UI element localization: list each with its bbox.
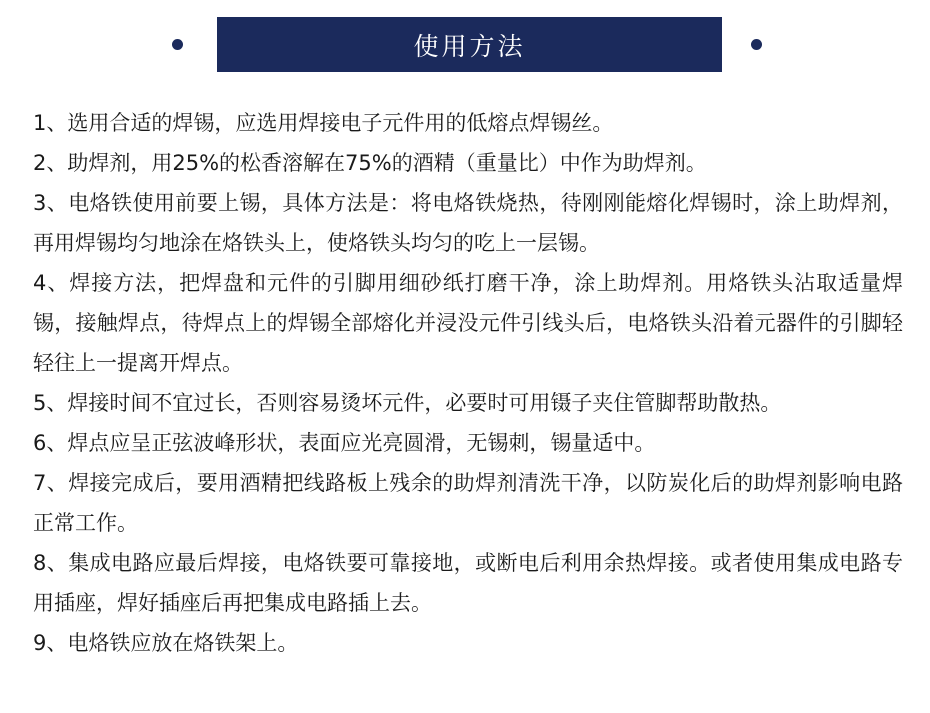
section-header (0, 17, 930, 72)
instruction-item-5: 5、焊接时间不宜过长，否则容易烫坏元件，必要时可用镊子夹住管脚帮助散热。 (33, 391, 782, 415)
instruction-item-1: 1、选用合适的焊锡，应选用焊接电子元件用的低熔点焊锡丝。 (33, 111, 614, 135)
instruction-item-4: 4、焊接方法，把焊盘和元件的引脚用细砂纸打磨干净，涂上助焊剂。用烙铁头沾取适量焊锡，接触焊点，待焊点上的焊锡全部熔化并浸没元件引线头后，电烙铁头沿着元器件的引脚轻轻往上一提离开焊点。 (33, 271, 903, 375)
right-dot-decoration (751, 39, 762, 50)
instruction-item-3: 3、电烙铁使用前要上锡，具体方法是：将电烙铁烧热，待刚刚能熔化焊锡时，涂上助焊剂，再用焊锡均匀地涂在烙铁头上，使烙铁头均匀的吃上一层锡。 (33, 191, 903, 255)
instruction-item-2: 2、助焊剂，用25%的松香溶解在75%的酒精（重量比）中作为助焊剂。 (33, 151, 707, 175)
instruction-item-7: 7、焊接完成后，要用酒精把线路板上残余的助焊剂清洗干净，以防炭化后的助焊剂影响电路正常工作。 (33, 471, 903, 535)
left-dot-decoration (172, 39, 183, 50)
instruction-item-9: 9、电烙铁应放在烙铁架上。 (33, 631, 299, 655)
title-banner (217, 17, 722, 72)
page-title: 使用方法 (413, 31, 526, 61)
instructions-list (33, 103, 903, 663)
instruction-item-8: 8、集成电路应最后焊接，电烙铁要可靠接地，或断电后利用余热焊接。或者使用集成电路专用插座，焊好插座后再把集成电路插上去。 (33, 551, 903, 615)
instruction-item-6: 6、焊点应呈正弦波峰形状，表面应光亮圆滑，无锡刺，锡量适中。 (33, 431, 656, 455)
